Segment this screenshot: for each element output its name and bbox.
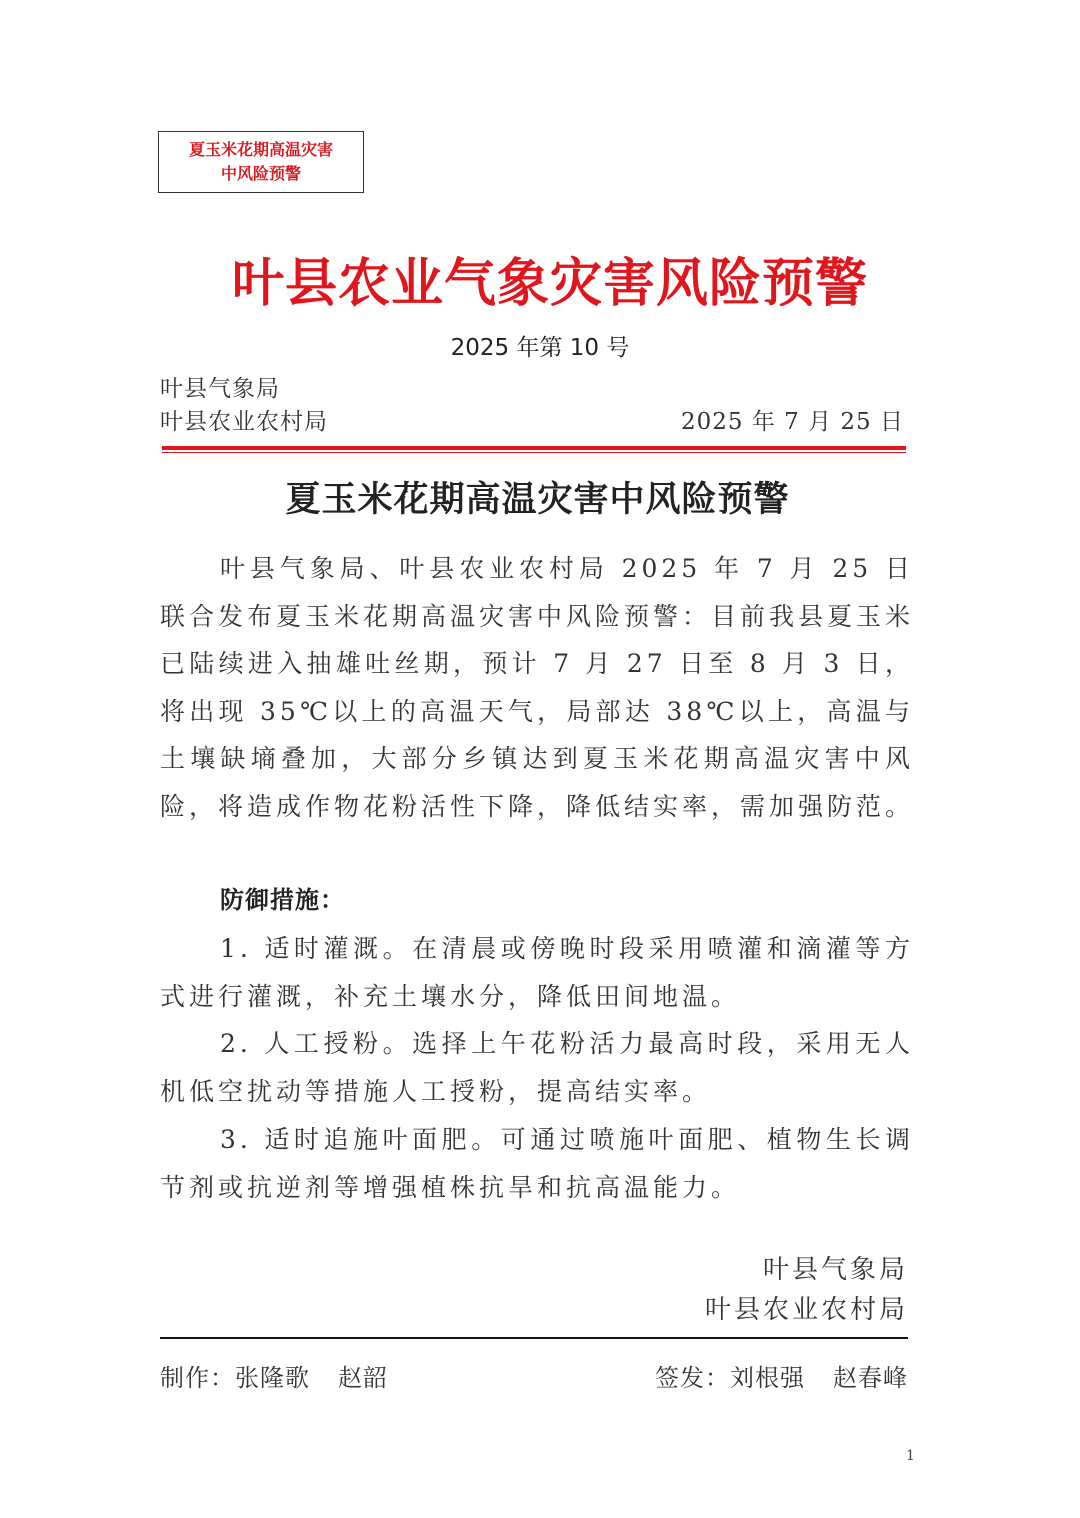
issue-date: 2025 年 7 月 25 日	[681, 409, 904, 435]
made-by-name-2: 赵韶	[338, 1364, 388, 1392]
signed-by-name-1: 刘根强	[730, 1364, 805, 1392]
document-header-title: 叶县农业气象灾害风险预警	[231, 253, 868, 314]
measure-item-pollination: 2. 人工授粉。选择上午花粉活力最高时段，采用无人机低空扰动等措施人工授粉，提高结实率。	[160, 1029, 914, 1106]
footer-made-by	[160, 1360, 388, 1396]
red-divider-thin	[162, 452, 906, 453]
issuer-agriculture-bureau: 叶县农业农村局	[160, 409, 328, 435]
made-by-label: 制作：	[160, 1364, 235, 1392]
issuer-meteorological-bureau: 叶县气象局	[160, 376, 280, 402]
page-number: 1	[906, 1448, 915, 1464]
notice-paragraph: 叶县气象局、叶县农业农村局 2025 年 7 月 25 日联合发布夏玉米花期高温灾害中风险预警：目前我县夏玉米已陆续进入抽雄吐丝期，预计 7 月 27 日至 8 月 3 日，将出现 35℃以上的高温天气，局部达 38℃以上，高温与土壤缺墒叠加，大部分乡镇达到夏玉米花期高温灾害中风险，将造成作物花粉活性下降，降低结实率，需加强防范。	[160, 554, 915, 821]
measures-heading: 防御措施：	[220, 886, 345, 914]
signed-by-label: 签发：	[655, 1364, 730, 1392]
warning-box-line-2: 中风险预警	[220, 164, 301, 183]
signature-meteorological-bureau: 叶县气象局	[762, 1255, 908, 1285]
document-number: 2025 年第 10 号	[450, 335, 630, 361]
made-by-name-1: 张隆歌	[235, 1364, 310, 1392]
warning-level-box	[158, 131, 364, 193]
measure-item-irrigation: 1. 适时灌溉。在清晨或傍晚时段采用喷灌和滴灌等方式进行灌溉，补充土壤水分，降低田间地温。	[160, 934, 914, 1011]
red-divider-thick	[162, 446, 906, 450]
signed-by-name-2: 赵春峰	[833, 1364, 908, 1392]
footer-signed-by	[655, 1360, 908, 1396]
warning-box-line-1: 夏玉米花期高温灾害	[188, 140, 333, 159]
signature-agriculture-bureau: 叶县农业农村局	[704, 1295, 908, 1325]
footer-divider	[160, 1337, 908, 1339]
notice-title: 夏玉米花期高温灾害中风险预警	[285, 480, 790, 520]
measure-item-foliar-fertilizer: 3. 适时追施叶面肥。可通过喷施叶面肥、植物生长调节剂或抗逆剂等增强植株抗旱和抗高温能力。	[160, 1125, 914, 1202]
